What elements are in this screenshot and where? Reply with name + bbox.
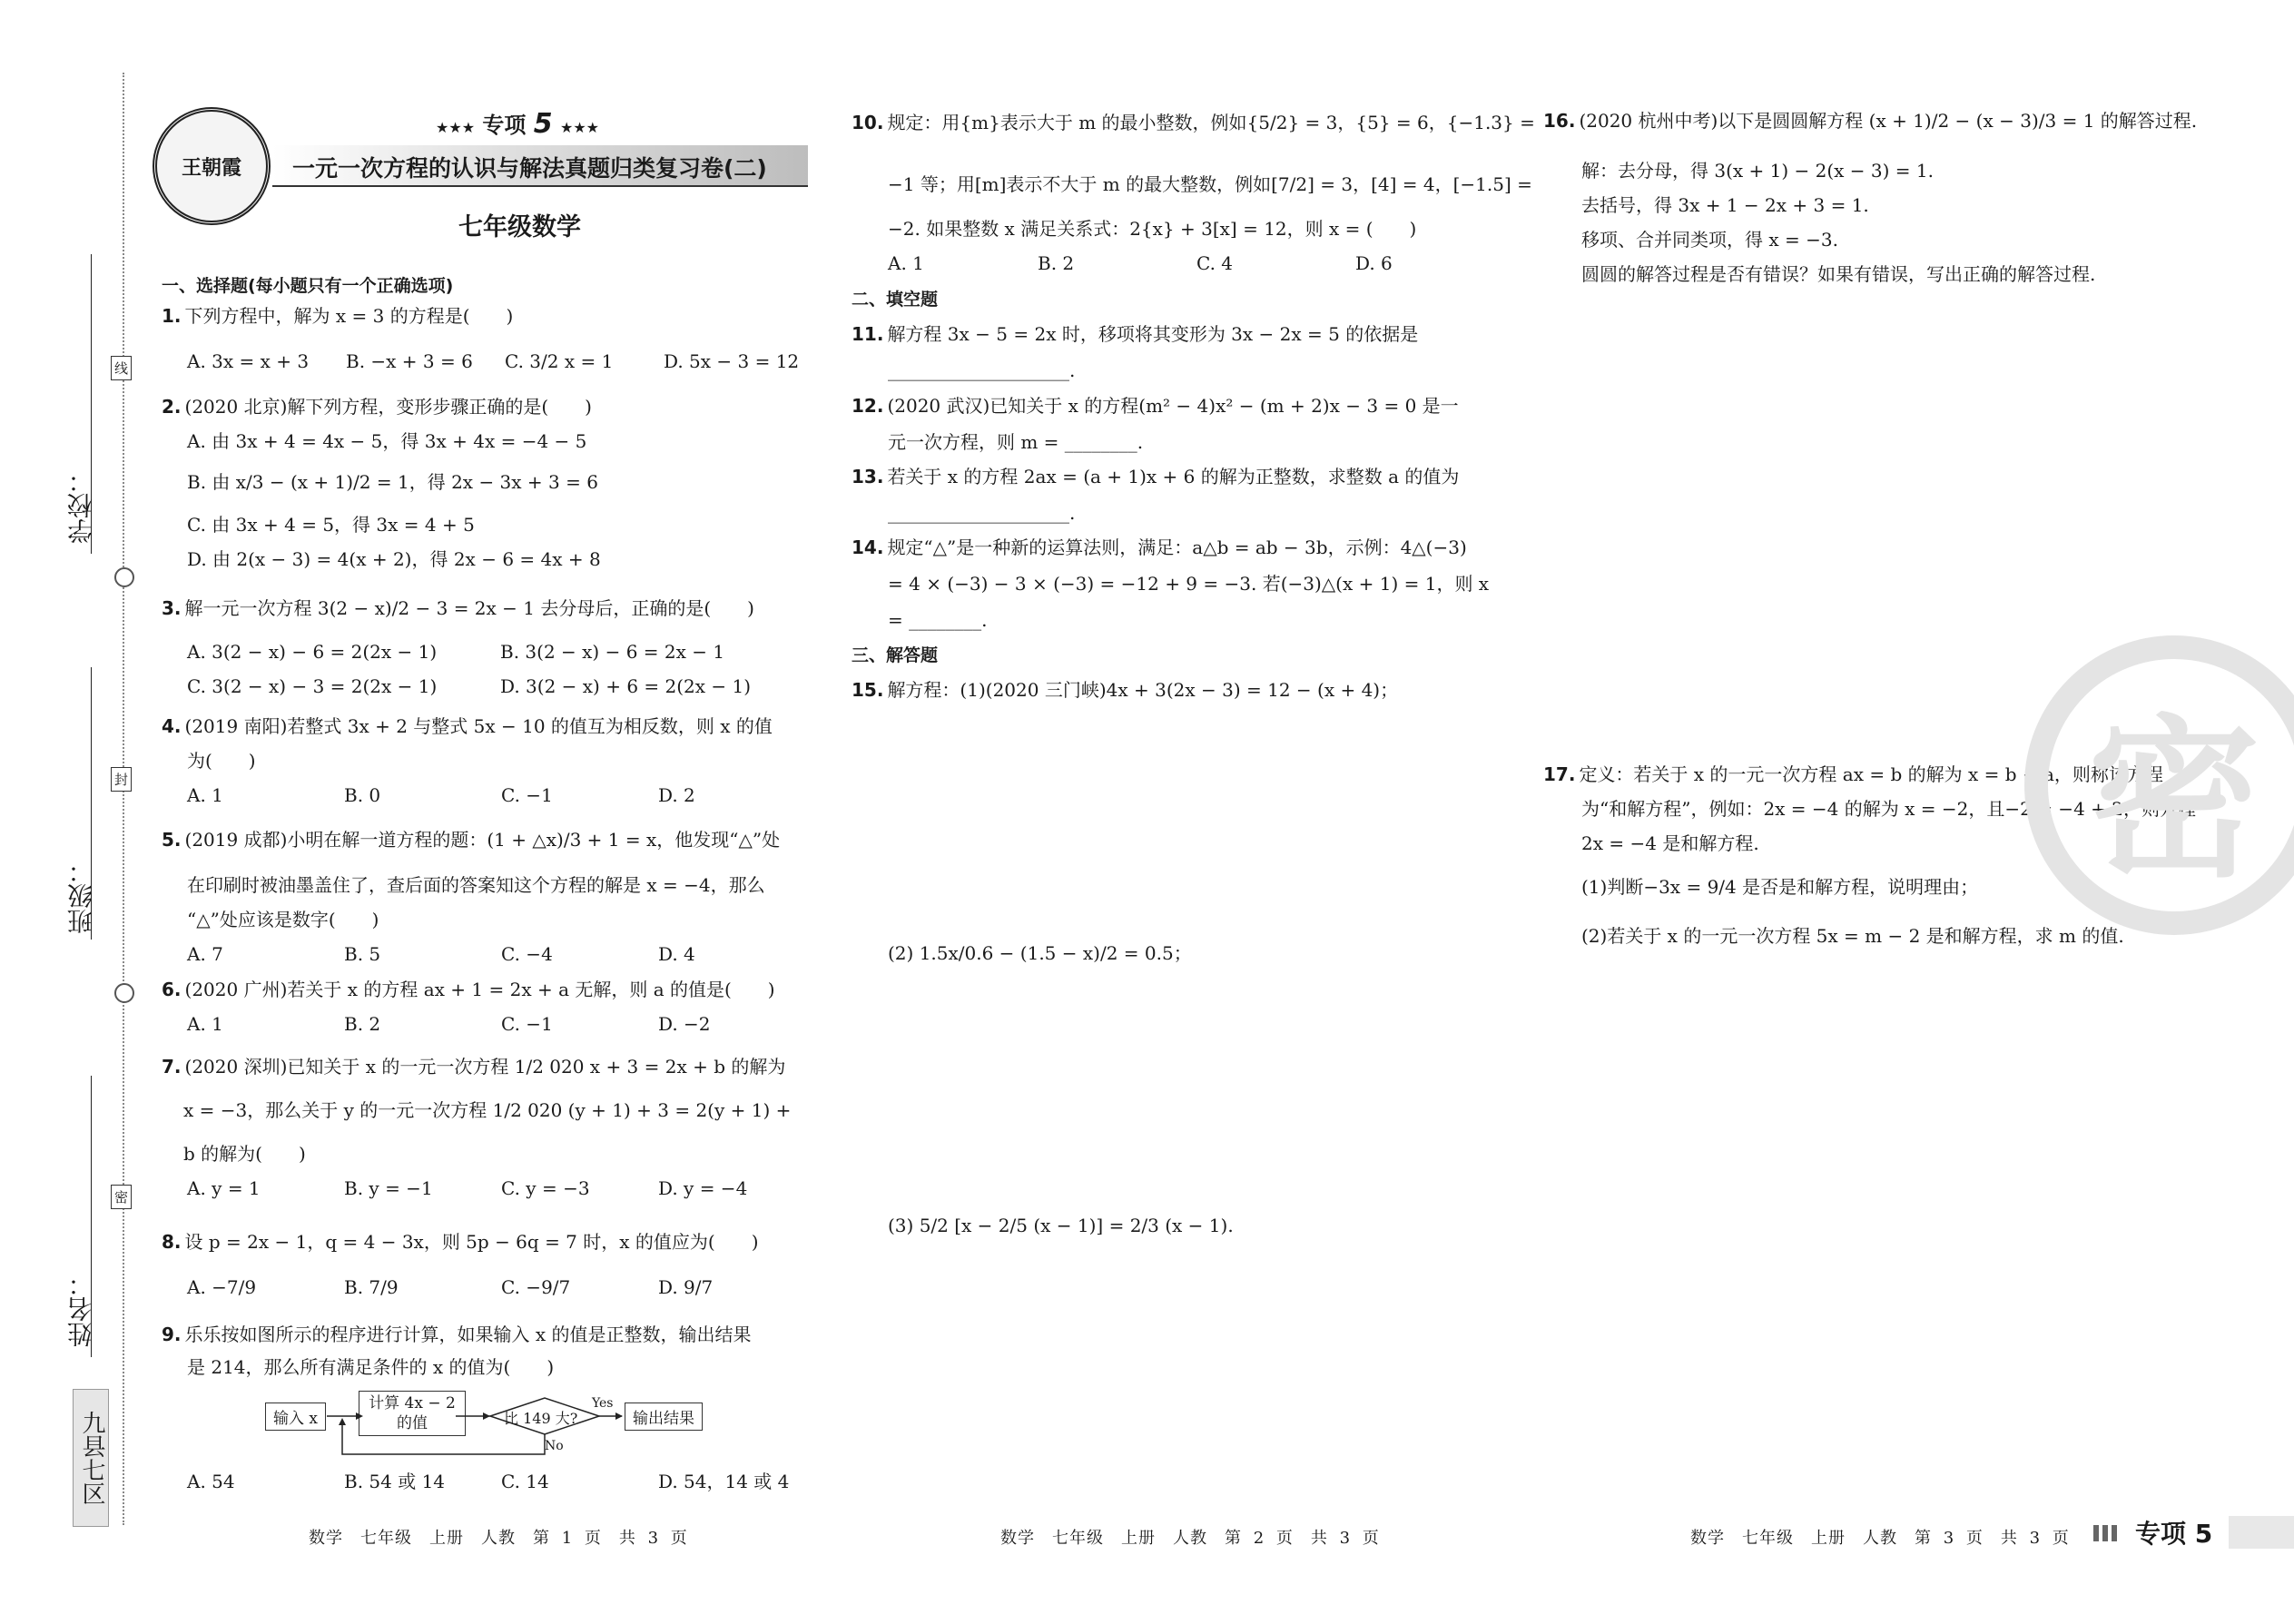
- footer-tag-bar: [2229, 1516, 2294, 1549]
- section-answer: 三、解答题: [852, 645, 939, 665]
- footer-page-1: 数学 七年级 上册 人教 第 1 页 共 3 页: [309, 1529, 688, 1548]
- secret-watermark: 密: [2024, 635, 2294, 935]
- seal-secret-mark: 密: [111, 1185, 132, 1209]
- flow-calc-box: 计算 4x − 2 的值: [359, 1391, 466, 1436]
- flow-output-box: 输出结果: [625, 1403, 703, 1431]
- binding-line: [123, 73, 124, 1525]
- brand-logo: [153, 107, 271, 225]
- page-subtitle: 七年级数学: [458, 213, 581, 241]
- class-label: 班级：: [66, 858, 96, 934]
- footer-tag: 专项 5: [2135, 1519, 2213, 1549]
- seal-line-mark: 线: [111, 356, 132, 380]
- flow-yes-label: Yes: [592, 1396, 614, 1411]
- name-label: 姓名：: [66, 1271, 96, 1347]
- flow-compare-label: 比 149 大?: [504, 1410, 578, 1427]
- ring-icon: [114, 567, 134, 587]
- section-choice: 一、选择题(每小题只有一个正确选项): [162, 276, 454, 296]
- seal-seal-mark: 封: [111, 767, 132, 792]
- page-title: 一元一次方程的认识与解法真题归类复习卷(二): [292, 155, 767, 182]
- brand-logo-text: 王朝霞: [181, 155, 241, 180]
- school-label: 学校：: [66, 468, 96, 544]
- footer-page-2: 数学 七年级 上册 人教 第 2 页 共 3 页: [1000, 1529, 1380, 1548]
- footer-page-3: 数学 七年级 上册 人教 第 3 页 共 3 页: [1690, 1529, 2070, 1548]
- flow-no-label: No: [545, 1439, 564, 1453]
- header-tag: ★★★ 专项 5 ★★★: [436, 108, 600, 140]
- footer-deco: [2093, 1525, 2121, 1541]
- flow-input-box: 输入 x: [265, 1403, 326, 1431]
- district-box: 九县七区: [73, 1389, 109, 1527]
- section-fill: 二、填空题: [852, 290, 939, 310]
- ring-icon: [114, 983, 134, 1003]
